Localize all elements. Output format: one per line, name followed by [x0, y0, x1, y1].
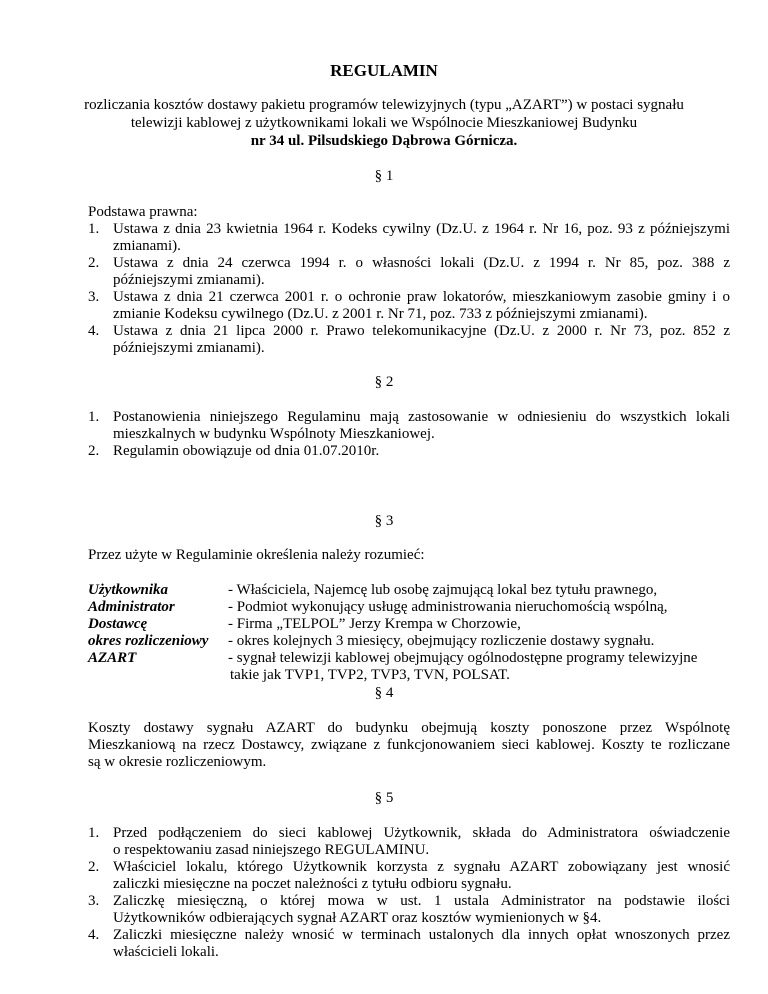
- list-item-text: Zaliczki miesięczne należy wnosić w terminach ustalonych dla innych opłat wnoszonych przez: [113, 927, 730, 943]
- list-item-text: zmianie Kodeksu cywilnego (Dz.U. z 2001 r. Nr 71, poz. 733 z późniejszymi zmianami).: [113, 306, 648, 322]
- list-item: [88, 255, 730, 289]
- definition-description: - Właściciela, Najemcę lub osobę zajmującą lokal bez tytułu prawnego,: [228, 582, 658, 598]
- section-4-line: są w okresie rozliczeniowym.: [88, 754, 267, 770]
- list-item-text: Postanowienia niniejszego Regulaminu mają zastosowanie w odniesieniu do wszystkich lokali: [113, 409, 730, 425]
- list-item-number: 2.: [88, 255, 100, 271]
- list-item-number: 4.: [88, 323, 100, 339]
- section-5-heading: § 5: [374, 790, 394, 806]
- definition-row: [88, 650, 730, 667]
- subtitle-line-2: telewizji kablowej z użytkownikami lokali we Wspólnocie Mieszkaniowej Budynku: [130, 115, 638, 131]
- definitions-list: [88, 582, 730, 684]
- list-item-number: 1.: [88, 409, 100, 425]
- list-item-number: 2.: [88, 443, 100, 459]
- definition-row: [88, 667, 730, 684]
- list-item: [88, 893, 730, 927]
- definition-term: Dostawcę: [88, 616, 148, 632]
- list-item-number: 2.: [88, 859, 100, 875]
- list-item: [88, 323, 730, 357]
- definition-description: - Firma „TELPOL” Jerzy Krempa w Chorzowie,: [228, 616, 521, 632]
- section-2-heading: § 2: [374, 374, 394, 390]
- list-item: [88, 221, 730, 255]
- definition-row: [88, 633, 730, 650]
- list-item-text: Ustawa z dnia 23 kwietnia 1964 r. Kodeks cywilny (Dz.U. z 1964 r. Nr 16, poz. 93 z późniejszymi: [113, 221, 730, 237]
- section-3-heading: § 3: [374, 513, 394, 529]
- list-item-number: 1.: [88, 825, 100, 841]
- list-item: [88, 443, 730, 460]
- list-item-number: 3.: [88, 289, 100, 305]
- document-title: REGULAMIN: [330, 61, 438, 80]
- section-4-line: Koszty dostawy sygnału AZART do budynku obejmują koszty ponoszone przez Wspólnotę: [88, 720, 730, 736]
- definition-description: - Podmiot wykonujący usługę administrowania nieruchomością wspólną,: [228, 599, 668, 615]
- subtitle-line-3: nr 34 ul. Pilsudskiego Dąbrowa Górnicza.: [250, 133, 518, 149]
- list-item-number: 4.: [88, 927, 100, 943]
- section-1-intro: Podstawa prawna:: [88, 204, 198, 220]
- list-item-text: Użytkowników odbierających sygnał AZART oraz kosztów wymienionych w §4.: [113, 910, 602, 926]
- definition-term: Użytkownika: [88, 582, 169, 598]
- definition-term: AZART: [88, 650, 137, 666]
- definition-term: Administrator: [88, 599, 175, 615]
- list-item-text: Właściciel lokalu, którego Użytkownik korzysta z sygnału AZART zobowiązany jest wnosić: [113, 859, 730, 875]
- list-item-text: Ustawa z dnia 21 lipca 2000 r. Prawo telekomunikacyjne (Dz.U. z 2000 r. Nr 73, poz. 852 z: [113, 323, 730, 339]
- section-2-list: [88, 409, 730, 460]
- section-1-list: [88, 221, 730, 357]
- list-item: [88, 927, 730, 961]
- list-item-number: 3.: [88, 893, 100, 909]
- list-item: [88, 825, 730, 859]
- section-3-intro: Przez użyte w Regulaminie określenia należy rozumieć:: [88, 547, 425, 563]
- list-item: [88, 289, 730, 323]
- list-item-text: Regulamin obowiązuje od dnia 01.07.2010r.: [113, 443, 380, 459]
- list-item-text: Ustawa z dnia 21 czerwca 2001 r. o ochronie praw lokatorów, mieszkaniowym zasobie gminy i o: [113, 289, 730, 305]
- definition-term: okres rozliczeniowy: [88, 633, 209, 649]
- list-item-text: Ustawa z dnia 24 czerwca 1994 r. o własności lokali (Dz.U. z 1994 r. Nr 85, poz. 388 z: [113, 255, 730, 271]
- list-item-text: późniejszymi zmianami).: [113, 272, 265, 288]
- definition-description: takie jak TVP1, TVP2, TVP3, TVN, POLSAT.: [230, 667, 510, 683]
- list-item: [88, 409, 730, 443]
- section-4-text: [88, 720, 730, 771]
- section-1-heading: § 1: [374, 168, 394, 184]
- definition-description: - okres kolejnych 3 miesięcy, obejmujący rozliczenie dostawy sygnału.: [228, 633, 655, 649]
- subtitle-line-1: rozliczania kosztów dostawy pakietu programów telewizyjnych (typu „AZART”) w postaci sygnału: [84, 97, 684, 113]
- list-item-text: właścicieli lokali.: [113, 944, 219, 960]
- list-item-text: o respektowaniu zasad niniejszego REGULAMINU.: [113, 842, 430, 858]
- section-4-line: Mieszkaniową na rzecz Dostawcy, związane z funkcjonowaniem sieci kablowej. Koszty te rozliczane: [88, 737, 730, 753]
- definition-row: [88, 582, 730, 599]
- list-item-text: mieszkalnych w budynku Wspólnoty Mieszkaniowej.: [113, 426, 435, 442]
- list-item-text: zmianami).: [113, 238, 181, 254]
- section-5-list: [88, 825, 730, 961]
- section-4-heading: § 4: [374, 685, 394, 701]
- list-item: [88, 859, 730, 893]
- definition-row: [88, 599, 730, 616]
- list-item-text: Zaliczkę miesięczną, o której mowa w ust. 1 ustala Administrator na podstawie ilości: [113, 893, 730, 909]
- list-item-text: późniejszymi zmianami).: [113, 340, 265, 356]
- list-item-text: zaliczki miesięczne na poczet należności z tytułu odbioru sygnału.: [113, 876, 512, 892]
- list-item-text: Przed podłączeniem do sieci kablowej Użytkownik, składa do Administratora oświadczenie: [113, 825, 730, 841]
- definition-description: - sygnał telewizji kablowej obejmujący ogólnodostępne programy telewizyjne: [228, 650, 698, 666]
- definition-row: [88, 616, 730, 633]
- list-item-number: 1.: [88, 221, 100, 237]
